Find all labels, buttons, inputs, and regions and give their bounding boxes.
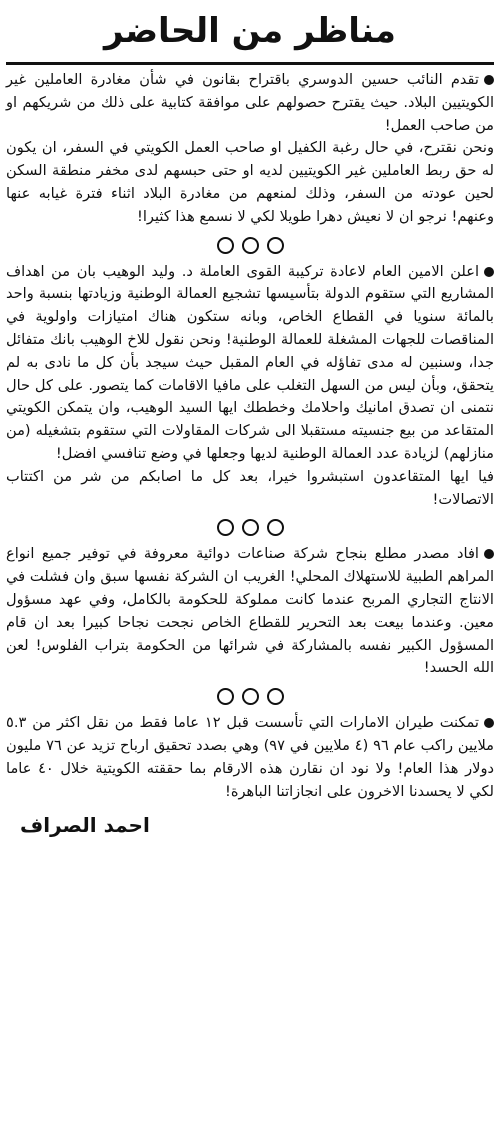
article-section-3 (6, 543, 494, 680)
circle-icon (267, 519, 284, 536)
paragraph-text: اعلن الامين العام لاعادة تركيبة القوى العاملة د. وليد الوهيب بان من اهداف المشاريع التي ستقوم الدولة بتأسيسها تشجيع العمالة الوطنية وزيادتها بنسبة واحد بالمائة سنويا في القطاع الخاص، وبانه ستكون هناك امتيازات واولوية في المناقصات للجهات المشغلة للعمالة الوطنية! ونحن نقول للاخ الوهيب بانك متفائل جدا، وسنبين له مدى تفاؤله في العام المقبل حيث سيجد بأن كل ما نادى به لم يتحقق، وبأن ليس من السهل التغلب على مافيا الاقامات كما يتصور. على كل حال نتمنى ان تصدق امانيك واحلامك وخططك ايها السيد الوهيب، وان يتمكن الكويتي المتقاعد من بيع جنسيته مستقبلا الى شركات المقاولات التي ستقوم بتشغيله (من منازلهم) لزيادة عدد العمالة الوطنية لديها وجعلها في وضع تنافسي افضل! (6, 262, 494, 462)
section-separator (6, 233, 494, 257)
paragraph-text: فيا ايها المتقاعدون استبشروا خيرا، بعد كل ما اصابكم من شر من اكتتاب الاتصالات! (6, 467, 494, 508)
circle-icon (217, 519, 234, 536)
bullet-icon (484, 718, 494, 728)
section-separator (6, 515, 494, 539)
author-signature (6, 813, 494, 837)
paragraph (6, 69, 494, 137)
paragraph-text: ونحن نقترح، في حال رغبة الكفيل او صاحب العمل الكويتي في السفر، ان يكون له حق ربط العاملين غير الكويتيين لديه او حتى حبسهم لدى مخفر منطقة السكن لحين عودته من السفر، وذلك لمنعهم من مغادرة البلاد اثناء فترة غيابه عنها وعنهم! نرجو ان لا نعيش دهرا طويلا لكي لا نسمع هذا كثيرا! (6, 139, 494, 225)
paragraph-text: افاد مصدر مطلع بنجاح شركة صناعات دوائية معروفة في توفير جميع انواع المراهم الطبية للاستهلاك المحلي! الغريب ان الشركة نفسها سبق وان فشلت في الانتاج التجاري المربح عندما كانت مملوكة للحكومة بالكامل، وفي عهد مسؤول معين. وعندما بيعت بعد التحرير للقطاع الخاص نجحت نجاحا كبيرا بعد ان قام المسؤول الكبير نفسه بالمشاركة في شرائها من الحكومة بتراب الفلوس! لعن الله الحسد! (6, 545, 494, 677)
author-name: احمد الصراف (20, 813, 150, 838)
circle-icon (242, 688, 259, 705)
paragraph (6, 466, 494, 512)
article-section-4 (6, 712, 494, 803)
paragraph-text: تمكنت طيران الامارات التي تأسست قبل ١٢ عاما فقط من نقل اكثر من ٥.٣ ملايين راكب عام ٩٦ (٤ ملايين في ٩٧) وهي بصدد تحقيق ارباح تزيد عن ٧٦ مليون دولار هذا العام! ولا نود ان نقارن هذه الارقام بما حققته الكويتية خلال ٤٠ عاما لكي لا يحسدنا الاخرون على انجازاتنا الباهرة! (6, 714, 494, 800)
paragraph (6, 137, 494, 228)
circle-icon (217, 237, 234, 254)
section-separator (6, 684, 494, 708)
article-title: مناظر من الحاضر (6, 0, 494, 65)
bullet-icon (484, 75, 494, 85)
paragraph (6, 261, 494, 466)
paragraph (6, 543, 494, 680)
circle-icon (217, 688, 234, 705)
bullet-icon (484, 549, 494, 559)
circle-icon (267, 688, 284, 705)
article-section-2 (6, 261, 494, 512)
bullet-icon (484, 267, 494, 277)
circle-icon (242, 237, 259, 254)
article-section-1 (6, 69, 494, 229)
circle-icon (267, 237, 284, 254)
paragraph (6, 712, 494, 803)
circle-icon (242, 519, 259, 536)
paragraph-text: تقدم النائب حسين الدوسري باقتراح بقانون في شأن مغادرة العاملين غير الكويتيين البلاد. حيث يقترح حصولهم على موافقة كتابية على ذلك من شريكهم او من صاحب العمل! (6, 71, 494, 134)
